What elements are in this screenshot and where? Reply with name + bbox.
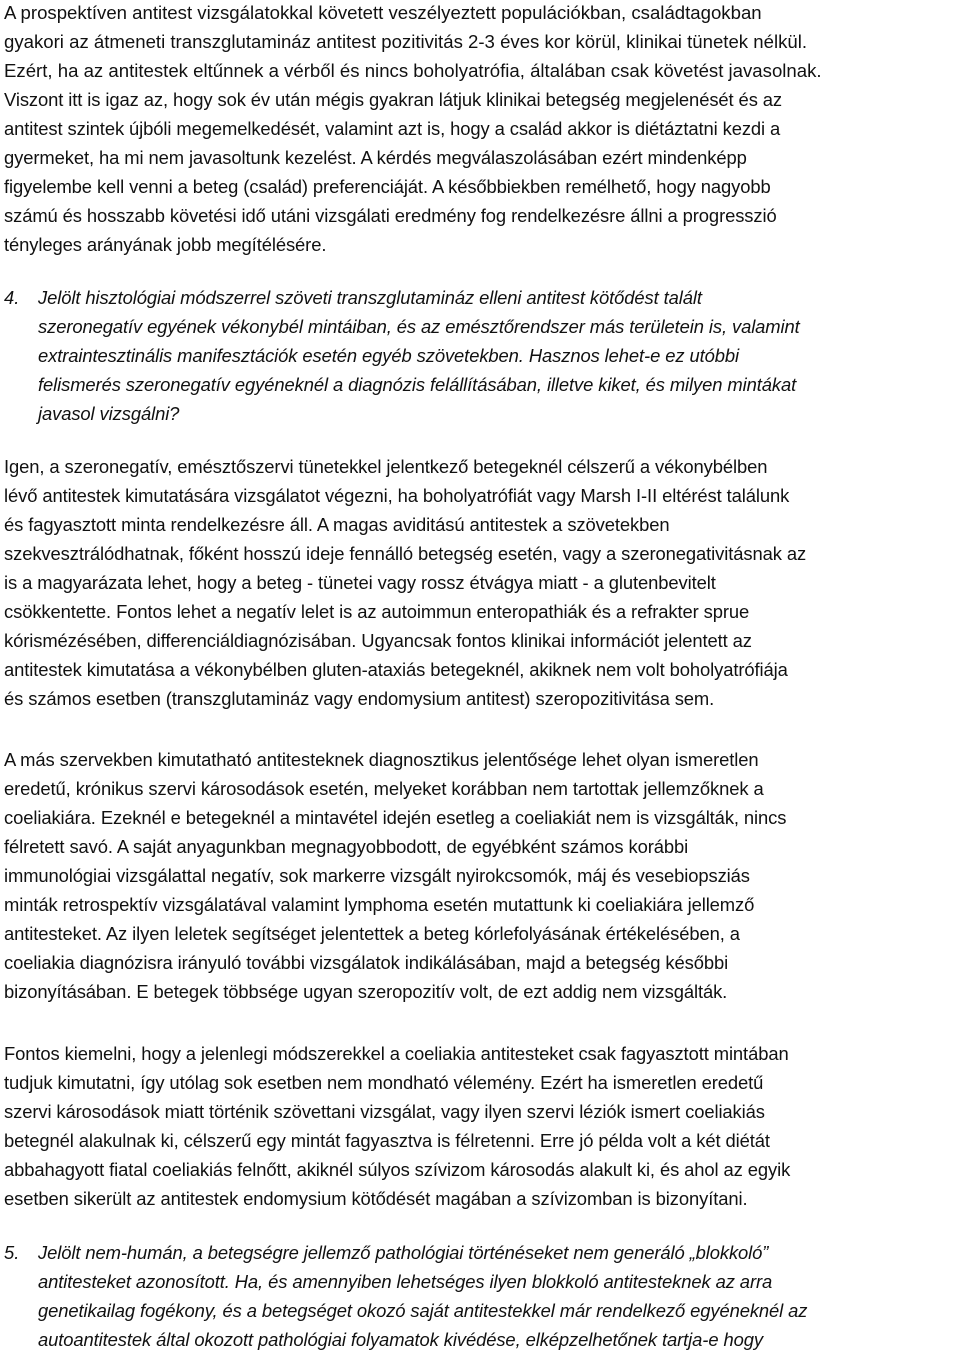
text-line: A prospektíven antitest vizsgálatokkal követett veszélyeztett populációkban, családtagokban [4, 2, 762, 23]
question-number: 4. [4, 287, 20, 308]
text-line: minták retrospektív vizsgálatával valamint lymphoma esetén mutattunk ki coeliakiára jellemző [4, 894, 755, 915]
question-line: Jelölt hisztológiai módszerrel szöveti transzglutamináz elleni antitest kötődést talált [38, 287, 702, 308]
text-line: szervi károsodások miatt történik szövettani vizsgálat, vagy ilyen szervi léziók ismert coeliakiás [4, 1101, 765, 1122]
text-line: gyakori az átmeneti transzglutamináz antitest pozitivitás 2-3 éves kor körül, klinikai tünetek nélkül. [4, 31, 808, 52]
question-number: 5. [4, 1242, 20, 1263]
text-line: is a magyarázata lehet, hogy a beteg - tünetei vagy rossz étvágya miatt - a glutenbevitelt [4, 572, 716, 593]
text-line: Igen, a szeronegatív, emésztőszervi tünetekkel jelentkező betegeknél célszerű a vékonybélben [4, 456, 768, 477]
question-line: autoantitestek által okozott pathológiai folyamatok kivédése, elképzelhetőnek tartja-e hogy [38, 1329, 763, 1350]
question-line: extraintesztinális manifesztációk esetén egyéb szövetekben. Hasznos lehet-e ez utóbbi [38, 345, 739, 366]
text-line: Viszont itt is igaz az, hogy sok év után mégis gyakran látjuk klinikai betegség megjelenését és az [4, 89, 783, 110]
text-line: abbahagyott fiatal coeliakiás felnőtt, akiknél súlyos szívizom károsodás alakult ki, és ahol az egyik [4, 1159, 791, 1180]
text-line: eredetű, krónikus szervi károsodások esetén, melyeket korábban nem tartottak jellemzőknek a [4, 778, 764, 799]
text-line: tudjuk kimutatni, így utólag sok esetben nem mondható vélemény. Ezért ha ismeretlen eredetű [4, 1072, 764, 1093]
text-line: antitest szintek újbóli megemelkedését, valamint azt is, hogy a család akkor is diétáztatni kezdi a [4, 118, 781, 139]
text-line: antitesteket. Az ilyen leletek segítséget jelentettek a beteg kórlefolyásának értékelésében, a [4, 923, 740, 944]
text-line: szekvesztrálódhatnak, főként hosszú ideje fennálló betegség esetén, vagy a szeronegativitásnak az [4, 543, 807, 564]
text-line: Fontos kiemelni, hogy a jelenlegi módszerekkel a coeliakia antitesteket csak fagyasztott mintában [4, 1043, 789, 1064]
question-line: Jelölt nem-humán, a betegségre jellemző pathológiai történéseket nem generáló „blokkoló” [38, 1242, 769, 1263]
text-line: gyermeket, ha mi nem javasoltunk kezelést. A kérdés megválaszolásában ezért mindenképp [4, 147, 747, 168]
text-line: coeliakiára. Ezeknél e betegeknél a mintavétel idején esetleg a coeliakiát nem is vizsgálták, nincs [4, 807, 787, 828]
text-line: bizonyításában. E betegek többsége ugyan szeropozitív volt, de ezt addig nem vizsgálták. [4, 981, 728, 1002]
text-line: Ezért, ha az antitestek eltűnnek a vérből és nincs boholyatrófia, általában csak követést javasolnak. [4, 60, 822, 81]
text-line: és fagyasztott minta rendelkezésre áll. A magas aviditású antitestek a szövetekben [4, 514, 670, 535]
text-line: számú és hosszabb követési idő utáni vizsgálati eredmény fog rendelkezésre állni a progresszió [4, 205, 777, 226]
text-line: immunológiai vizsgálattal negatív, sok markerre vizsgált nyirokcsomók, máj és vesebiopsziás [4, 865, 750, 886]
question-line: felismerés szeronegatív egyéneknél a diagnózis felállításában, illetve kiket, és milyen mintákat [38, 374, 797, 395]
text-line: betegnél alakulnak ki, célszerű egy mintát fagyasztva is félretenni. Erre jó példa volt a két diétát [4, 1130, 770, 1151]
text-line: félretett savó. A saját anyagunkban megnagyobbodott, de egyébként számos korábbi [4, 836, 689, 857]
question-line: antitesteket azonosított. Ha, és amennyiben lehetséges ilyen blokkoló antitesteknek az arra [38, 1271, 773, 1292]
text-line: kórismézésében, differenciáldiagnózisában. Ugyancsak fontos klinikai információt jelentett az [4, 630, 752, 651]
text-line: lévő antitestek kimutatására vizsgálatot végezni, ha boholyatrófiát vagy Marsh I-II eltérést találunk [4, 485, 790, 506]
text-line: tényleges arányának jobb megítélésére. [4, 234, 327, 255]
question-line: genetikailag fogékony, és a betegséget okozó saját antitestekkel már rendelkező egyéneknél az [38, 1300, 808, 1321]
text-line: figyelembe kell venni a beteg (család) preferenciáját. A későbbiekben remélhető, hogy nagyobb [4, 176, 771, 197]
text-line: csökkentette. Fontos lehet a negatív lelet is az autoimmun enteropathiák és a refrakter sprue [4, 601, 750, 622]
question-line: javasol vizsgálni? [38, 403, 180, 424]
text-line: esetben sikerült az antitestek endomysium kötődését magában a szívizomban is bizonyítani. [4, 1188, 748, 1209]
text-line: A más szervekben kimutatható antitesteknek diagnosztikus jelentősége lehet olyan ismeretlen [4, 749, 759, 770]
question-line: szeronegatív egyének vékonybél mintáiban, és az emésztőrendszer más területein is, valamint [38, 316, 800, 337]
text-line: coeliakia diagnózisra irányuló további vizsgálatok indikálásában, majd a betegség későbbi [4, 952, 729, 973]
text-line: antitestek kimutatása a vékonybélben gluten-ataxiás betegeknél, akiknek nem volt boholyatrófiája [4, 659, 788, 680]
text-line: és számos esetben (transzglutamináz vagy endomysium antitest) szeropozitivitása sem. [4, 688, 715, 709]
